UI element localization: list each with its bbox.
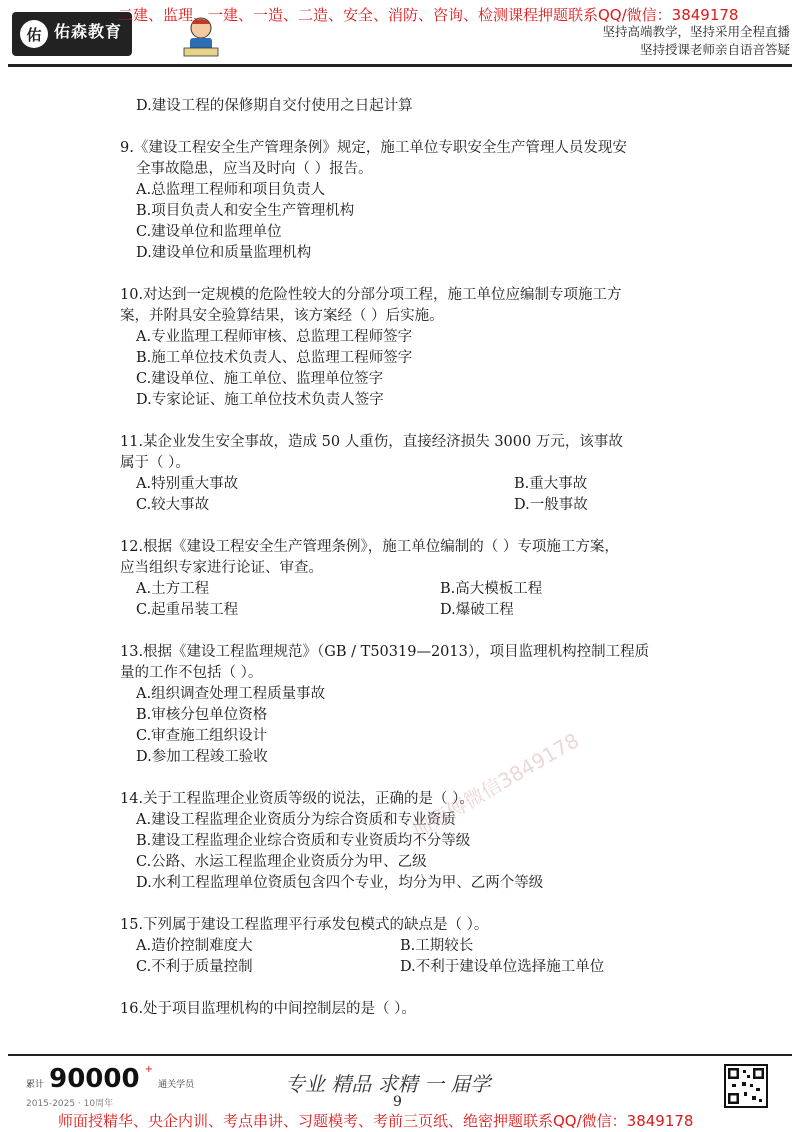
question-11 <box>120 432 700 516</box>
option-b: B.重大事故 <box>514 476 588 492</box>
option-row <box>120 957 700 978</box>
option-b: B.建设工程监理企业综合资质和专业资质均不分等级 <box>136 833 471 849</box>
stat-years: 2015-2025 · 10周年 <box>26 1099 114 1109</box>
page-header <box>0 0 800 64</box>
question-stem: 16.处于项目监理机构的中间控制层的是（ ）。 <box>120 1001 416 1017</box>
question-10 <box>120 285 700 411</box>
previous-option: D.建设工程的保修期自交付使用之日起计算 <box>136 98 413 114</box>
option-a: A.造价控制难度大 <box>136 938 253 954</box>
option-a: A.组织调查处理工程质量事故 <box>136 686 326 702</box>
question-stem: 15.下列属于建设工程监理平行承发包模式的缺点是（ ）。 <box>120 917 489 933</box>
question-stem: 应当组织专家进行论证、审查。 <box>120 560 323 576</box>
option-c: C.建设单位和监理单位 <box>136 224 282 240</box>
question-stem: 案，并附具安全验算结果，该方案经（ ）后实施。 <box>120 308 444 324</box>
slogan-line-1: 坚持高端教学，坚持采用全程直播 <box>602 24 790 39</box>
option-row <box>120 936 700 957</box>
option-row <box>120 474 700 495</box>
question-9 <box>120 138 700 264</box>
option-c: C.公路、水运工程监理企业资质分为甲、乙级 <box>136 854 427 870</box>
option-a: A.特别重大事故 <box>136 476 239 492</box>
option-d: D.专家论证、施工单位技术负责人签字 <box>136 392 384 408</box>
question-stem: 11.某企业发生安全事故，造成 50 人重伤，直接经济损失 3000 万元，该事故 <box>120 434 623 450</box>
logo-text <box>54 19 122 50</box>
header-divider <box>8 64 792 67</box>
option-d: D.不利于建设单位选择施工单位 <box>400 959 605 975</box>
option-d: D.建设单位和质量监理机构 <box>136 245 312 261</box>
logo-tagline-graphic <box>54 42 122 50</box>
stat-label: 累计 <box>26 1080 45 1090</box>
option-b: B.施工单位技术负责人、总监理工程师签字 <box>136 350 413 366</box>
promo-banner-top: 二建、监理、一建、一造、二造、安全、消防、咨询、检测课程押题联系QQ/微信：3849178 <box>118 6 739 24</box>
question-stem: 9.《建设工程安全生产管理条例》规定，施工单位专职安全生产管理人员发现安 <box>120 140 627 156</box>
option-b: B.高大模板工程 <box>440 581 543 597</box>
option-c: C.不利于质量控制 <box>136 959 253 975</box>
stat-suffix: 通关学员 <box>158 1080 195 1090</box>
option-a: A.专业监理工程师审核、总监理工程师签字 <box>136 329 413 345</box>
question-12 <box>120 537 700 621</box>
question-15 <box>120 915 700 978</box>
option-c: C.起重吊装工程 <box>136 602 239 618</box>
option-row <box>120 495 700 516</box>
option-d: D.参加工程竣工验收 <box>136 749 268 765</box>
question-13 <box>120 642 700 768</box>
option-c: C.审查施工组织设计 <box>136 728 268 744</box>
brand-logo <box>12 12 132 56</box>
option-a: A.土方工程 <box>136 581 210 597</box>
option-a: A.建设工程监理企业资质分为综合资质和专业资质 <box>136 812 456 828</box>
page-number: 9 <box>393 1094 402 1110</box>
option-a: A.总监理工程师和项目负责人 <box>136 182 326 198</box>
question-stem: 10.对达到一定规模的危险性较大的分部分项工程，施工单位应编制专项施工方 <box>120 287 622 303</box>
option-b: B.项目负责人和安全生产管理机构 <box>136 203 355 219</box>
stat-plus: + <box>144 1064 154 1075</box>
option-c: C.较大事故 <box>136 497 210 513</box>
logo-name: 佑森教育 <box>54 21 123 41</box>
option-b: B.审核分包单位资格 <box>136 707 268 723</box>
question-content <box>120 96 700 1020</box>
option-d: D.一般事故 <box>514 497 588 513</box>
question-stem: 属于（ ）。 <box>120 455 190 471</box>
question-stem: 13.根据《建设工程监理规范》（GB / T50319—2013），项目监理机构控制工程质 <box>120 644 650 660</box>
qr-code-icon <box>724 1064 768 1108</box>
option-d: D.水利工程监理单位资质包含四个专业，均分为甲、乙两个等级 <box>136 875 544 891</box>
option-b: B.工期较长 <box>400 938 474 954</box>
question-stem: 12.根据《建设工程安全生产管理条例》，施工单位编制的（ ）专项施工方案， <box>120 539 619 555</box>
question-14 <box>120 789 700 894</box>
student-count <box>26 1064 194 1094</box>
question-stem: 全事故隐患，应当及时向（ ）报告。 <box>136 161 373 177</box>
option-c: C.建设单位、施工单位、监理单位签字 <box>136 371 384 387</box>
question-stem: 14.关于工程监理企业资质等级的说法，正确的是（ ）。 <box>120 791 474 807</box>
slogan-line-2: 坚持授课老师亲自语音答疑 <box>639 42 790 57</box>
option-d: D.爆破工程 <box>440 602 514 618</box>
watermark-text: 加师傅微信3849178 <box>407 728 584 844</box>
option-row <box>120 600 700 621</box>
option-row <box>120 579 700 600</box>
footer-divider <box>8 1054 792 1056</box>
handwritten-motto: 专业 精品 求精 一 届学 <box>285 1072 491 1096</box>
stat-number: 90000 <box>49 1064 140 1094</box>
promo-banner-bottom: 师面授精华、央企内训、考点串讲、习题模考、考前三页纸、绝密押题联系QQ/微信：3849178 <box>58 1112 694 1130</box>
logo-mark: 佑 <box>20 20 48 48</box>
question-16 <box>120 999 700 1020</box>
question-stem: 量的工作不包括（ ）。 <box>120 665 263 681</box>
